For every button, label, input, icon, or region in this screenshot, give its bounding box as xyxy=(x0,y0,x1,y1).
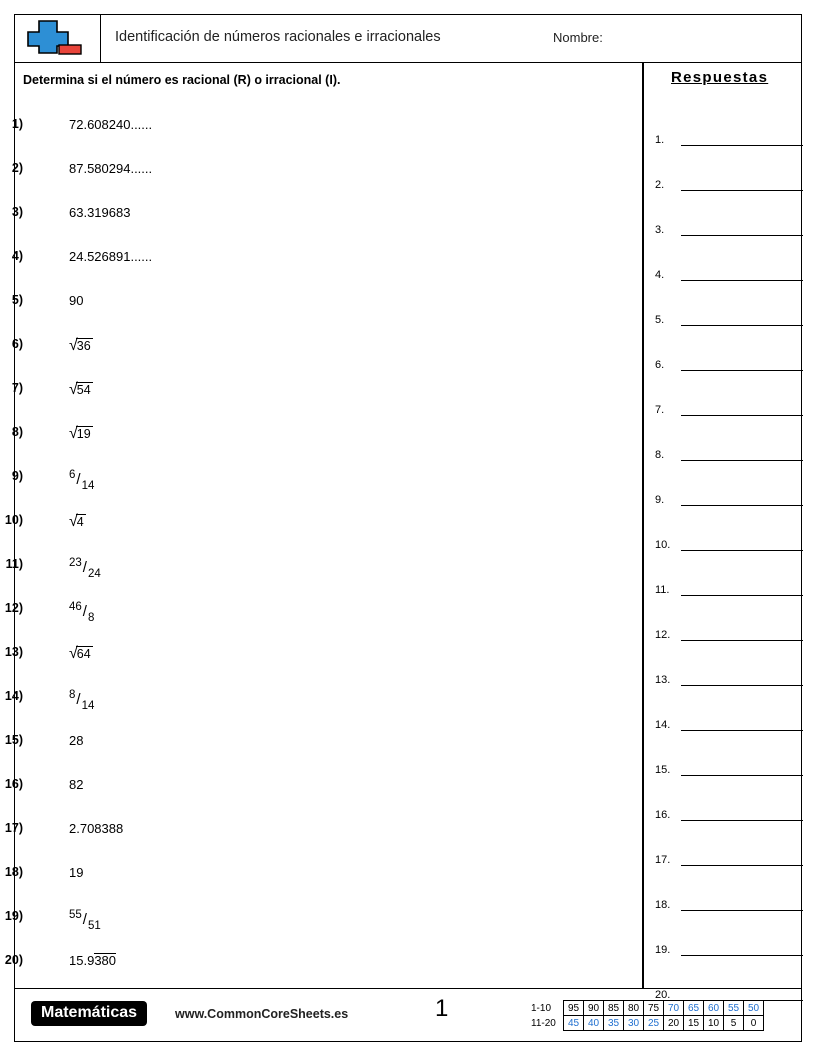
question-number: 3) xyxy=(11,205,23,219)
question-body xyxy=(69,909,101,932)
question-number: 5) xyxy=(11,293,23,307)
question-text: 90 xyxy=(69,293,84,308)
logo-container xyxy=(15,15,101,62)
scale-cell: 50 xyxy=(744,1001,764,1016)
answer-blank[interactable] xyxy=(681,910,803,911)
brand-badge: Matemáticas xyxy=(31,1001,147,1026)
scale-cell: 85 xyxy=(604,1001,624,1016)
question-number: 16) xyxy=(4,777,23,791)
question-body xyxy=(69,513,86,531)
question-body xyxy=(69,469,94,492)
scale-cell: 45 xyxy=(564,1016,584,1031)
answer-number: 7. xyxy=(655,404,665,416)
question-body xyxy=(69,161,152,176)
scale-cell: 30 xyxy=(624,1016,644,1031)
square-root-icon: √64 xyxy=(69,645,91,662)
scale-cell: 10 xyxy=(704,1016,724,1031)
answer-number: 19. xyxy=(655,944,671,956)
scale-cell: 15 xyxy=(684,1016,704,1031)
answer-number: 2. xyxy=(655,179,665,191)
question-number: 14) xyxy=(4,689,23,703)
website-url: www.CommonCoreSheets.es xyxy=(175,1007,349,1021)
question-number: 8) xyxy=(11,425,23,439)
square-root-icon: √36 xyxy=(69,337,91,354)
question-text: 72.608240...... xyxy=(69,117,153,132)
answer-blank[interactable] xyxy=(681,415,803,416)
question-text: 2.708388 xyxy=(69,821,124,836)
worksheet-footer xyxy=(15,988,801,1042)
question-text: 87.580294...... xyxy=(69,161,153,176)
answer-number: 12. xyxy=(655,629,671,641)
answer-number: 13. xyxy=(655,674,671,686)
answer-blank[interactable] xyxy=(681,235,803,236)
answer-number: 1. xyxy=(655,134,665,146)
answer-row[interactable] xyxy=(655,221,803,239)
answer-row[interactable] xyxy=(655,446,803,464)
fraction xyxy=(69,909,101,932)
answer-blank[interactable] xyxy=(681,550,803,551)
radicand: 19 xyxy=(76,427,91,441)
answer-row[interactable] xyxy=(655,941,803,959)
square-root-icon: √54 xyxy=(69,381,91,398)
fraction xyxy=(69,557,101,580)
decimal-prefix: 15.9 xyxy=(69,953,95,968)
answer-row[interactable] xyxy=(655,176,803,194)
answer-row[interactable] xyxy=(655,266,803,284)
answer-blank[interactable] xyxy=(681,820,803,821)
answer-row[interactable] xyxy=(655,131,803,149)
fraction-numerator: 55 xyxy=(69,909,82,921)
answer-row[interactable] xyxy=(655,356,803,374)
fraction-slash-icon: / xyxy=(82,559,87,576)
question-number: 7) xyxy=(11,381,23,395)
answer-number: 6. xyxy=(655,359,665,371)
answer-blank[interactable] xyxy=(681,730,803,731)
question-body xyxy=(69,381,93,399)
name-field-label: Nombre: xyxy=(553,30,603,45)
question-body xyxy=(69,425,93,443)
answer-row[interactable] xyxy=(655,896,803,914)
question-text: 28 xyxy=(69,733,84,748)
answer-row[interactable] xyxy=(655,716,803,734)
scale-cell: 25 xyxy=(644,1016,664,1031)
answer-number: 15. xyxy=(655,764,671,776)
answer-blank[interactable] xyxy=(681,505,803,506)
fraction-denominator: 24 xyxy=(87,568,101,580)
scale-cell: 40 xyxy=(584,1016,604,1031)
answer-blank[interactable] xyxy=(681,325,803,326)
radicand: 4 xyxy=(76,515,84,529)
question-body xyxy=(69,821,123,836)
answer-number: 4. xyxy=(655,269,665,281)
answer-row[interactable] xyxy=(655,806,803,824)
square-root-icon: √19 xyxy=(69,425,91,442)
fraction-slash-icon: / xyxy=(82,911,87,928)
table-row xyxy=(531,1016,764,1031)
answer-number: 16. xyxy=(655,809,671,821)
square-root-icon: √4 xyxy=(69,513,84,530)
scale-row-label: 1-10 xyxy=(531,1002,552,1014)
fraction-denominator: 14 xyxy=(81,700,95,712)
answer-number: 18. xyxy=(655,899,671,911)
scale-cell: 65 xyxy=(684,1001,704,1016)
fraction-slash-icon: / xyxy=(82,603,87,620)
answers-title: Respuestas xyxy=(671,69,769,86)
answer-number: 20. xyxy=(655,989,671,1001)
radicand: 54 xyxy=(76,383,91,397)
table-row xyxy=(531,1001,764,1016)
question-number: 17) xyxy=(4,821,23,835)
fraction-denominator: 14 xyxy=(81,480,95,492)
answer-row[interactable] xyxy=(655,536,803,554)
worksheet-page xyxy=(4,14,802,1042)
question-body xyxy=(69,645,93,663)
answer-row[interactable] xyxy=(655,581,803,599)
question-number: 4) xyxy=(11,249,23,263)
answer-row[interactable] xyxy=(655,401,803,419)
question-body xyxy=(69,557,101,580)
question-body xyxy=(69,337,93,355)
fraction-slash-icon: / xyxy=(76,471,81,488)
question-body xyxy=(69,777,83,792)
answer-row[interactable] xyxy=(655,671,803,689)
answer-number: 11. xyxy=(655,584,670,596)
answer-row[interactable] xyxy=(655,851,803,869)
answer-row[interactable] xyxy=(655,761,803,779)
scale-cell: 80 xyxy=(624,1001,644,1016)
scale-cell: 5 xyxy=(724,1016,744,1031)
question-body xyxy=(69,293,83,308)
answer-blank[interactable] xyxy=(681,145,803,146)
questions-column xyxy=(4,63,643,988)
answer-number: 10. xyxy=(655,539,671,551)
answer-number: 5. xyxy=(655,314,665,326)
answer-blank[interactable] xyxy=(681,595,803,596)
question-number: 6) xyxy=(11,337,23,351)
answer-blank[interactable] xyxy=(681,775,803,776)
grading-scale-table xyxy=(531,1000,764,1031)
question-number: 15) xyxy=(4,733,23,747)
page-title: Identificación de números racionales e irracionales xyxy=(115,29,441,45)
answer-blank[interactable] xyxy=(681,955,803,956)
column-divider xyxy=(642,63,644,988)
radicand: 36 xyxy=(76,339,91,353)
page-number: 1 xyxy=(435,995,449,1022)
radicand: 64 xyxy=(76,647,91,661)
fraction-denominator: 8 xyxy=(87,612,95,624)
fraction-numerator: 8 xyxy=(69,689,76,701)
question-number: 11) xyxy=(5,557,23,571)
answer-row[interactable] xyxy=(655,491,803,509)
question-number: 1) xyxy=(11,117,23,131)
question-number: 10) xyxy=(4,513,23,527)
fraction xyxy=(69,469,94,492)
scale-row-label: 11-20 xyxy=(531,1017,556,1029)
scale-cell: 70 xyxy=(664,1001,684,1016)
answer-blank[interactable] xyxy=(681,685,803,686)
scale-cell: 20 xyxy=(664,1016,684,1031)
answer-number: 3. xyxy=(655,224,665,236)
fraction xyxy=(69,601,94,624)
question-text: 19 xyxy=(69,865,84,880)
fraction-slash-icon: / xyxy=(76,691,81,708)
answer-blank[interactable] xyxy=(681,280,803,281)
answer-blank[interactable] xyxy=(681,640,803,641)
question-body xyxy=(69,117,152,132)
answer-row[interactable] xyxy=(655,626,803,644)
scale-cell: 35 xyxy=(604,1016,624,1031)
question-body xyxy=(69,953,116,968)
question-text: 82 xyxy=(69,777,84,792)
fraction xyxy=(69,689,94,712)
question-number: 19) xyxy=(4,909,23,923)
question-body xyxy=(69,689,94,712)
answers-column xyxy=(649,63,801,1001)
answer-blank[interactable] xyxy=(681,865,803,866)
answer-row[interactable] xyxy=(655,311,803,329)
question-body xyxy=(69,205,130,220)
question-body xyxy=(69,249,152,264)
scale-cell: 75 xyxy=(644,1001,664,1016)
question-body xyxy=(69,733,83,748)
answer-blank[interactable] xyxy=(681,460,803,461)
scale-cell: 0 xyxy=(744,1016,764,1031)
fraction-denominator: 51 xyxy=(87,920,101,932)
question-text: 24.526891...... xyxy=(69,249,153,264)
scale-cell: 95 xyxy=(564,1001,584,1016)
worksheet-header xyxy=(15,15,801,63)
repeating-digits: 380 xyxy=(94,953,117,968)
question-body xyxy=(69,865,83,880)
question-number: 20) xyxy=(4,953,23,967)
fraction-numerator: 23 xyxy=(69,557,82,569)
answer-number: 9. xyxy=(655,494,665,506)
instructions: Determina si el número es racional (R) o irracional (I). xyxy=(23,73,341,87)
answer-blank[interactable] xyxy=(681,370,803,371)
question-number: 13) xyxy=(4,645,23,659)
question-body xyxy=(69,601,94,624)
scale-cell: 60 xyxy=(704,1001,724,1016)
question-number: 2) xyxy=(11,161,23,175)
answer-number: 14. xyxy=(655,719,671,731)
scale-cell: 90 xyxy=(584,1001,604,1016)
question-number: 12) xyxy=(4,601,23,615)
question-number: 9) xyxy=(11,469,23,483)
answer-number: 8. xyxy=(655,449,665,461)
plus-logo-icon xyxy=(23,19,85,57)
question-text: 63.319683 xyxy=(69,205,131,220)
scale-cell: 55 xyxy=(724,1001,744,1016)
fraction-numerator: 46 xyxy=(69,601,82,613)
fraction-numerator: 6 xyxy=(69,469,76,481)
question-number: 18) xyxy=(4,865,23,879)
answer-blank[interactable] xyxy=(681,190,803,191)
answer-number: 17. xyxy=(655,854,671,866)
grading-scale xyxy=(531,1000,764,1031)
